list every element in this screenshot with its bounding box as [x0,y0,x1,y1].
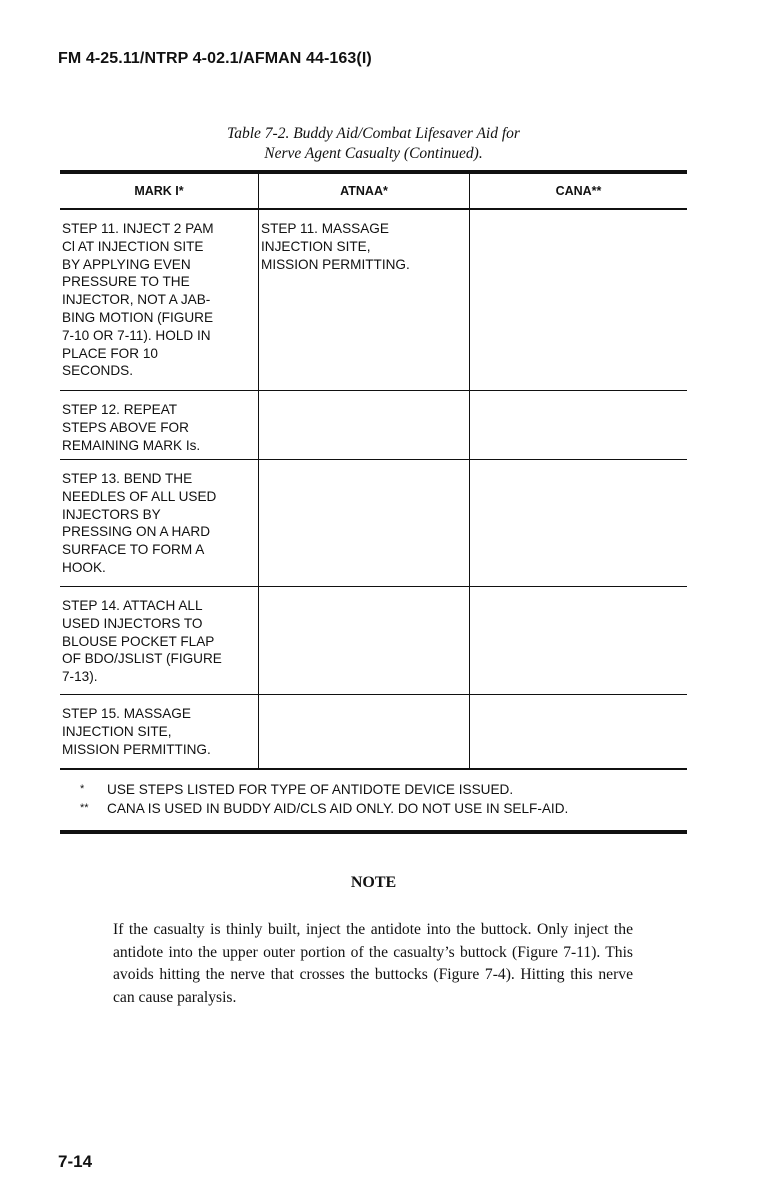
table-header-row [60,174,687,208]
column-header-mark-i: MARK I* [60,174,259,208]
footnote-mark: ** [80,802,89,814]
page-number: 7-14 [58,1152,93,1171]
table-row [60,695,687,768]
table-row [60,460,687,586]
column-header-cana: CANA** [555,184,602,198]
footnote [60,799,687,818]
table-footnotes [60,780,687,818]
table-caption [60,124,687,164]
cell-cana [470,391,687,459]
table-body [60,210,687,768]
footnote-mark: * [80,783,85,795]
document-header: FM 4-25.11/NTRP 4-02.1/AFMAN 44-163(I) [58,50,372,67]
footnote-text: CANA IS USED IN BUDDY AID/CLS AID ONLY. DO NOT USE IN SELF-AID. [107,801,569,816]
cell-cana [470,587,687,694]
cell-cana [470,695,687,768]
antidote-steps-table [60,170,687,834]
table-row [60,587,687,694]
cell-mark-i: STEP 13. BEND THE NEEDLES OF ALL USED INJECTORS BY PRESSING ON A HARD SURFACE TO FORM A HOOK. [60,460,259,586]
cell-mark-i: STEP 14. ATTACH ALL USED INJECTORS TO BLOUSE POCKET FLAP OF BDO/JSLIST (FIGURE 7-13). [60,587,259,694]
cell-mark-i: STEP 11. INJECT 2 PAM Cl AT INJECTION SITE BY APPLYING EVEN PRESSURE TO THE INJECTOR, NOT A JAB- BING MOTION (FIGURE 7-10 OR 7-11). HOLD IN PLACE FOR 10 SECONDS. [60,210,259,390]
cell-atnaa [259,695,470,768]
table-caption-line-1: Table 7-2. Buddy Aid/Combat Lifesaver Aid for [227,125,520,142]
cell-atnaa: STEP 11. MASSAGE INJECTION SITE, MISSION PERMITTING. [259,210,470,390]
footnote [60,780,687,799]
cell-mark-i: STEP 12. REPEAT STEPS ABOVE FOR REMAINING MARK Is. [60,391,259,459]
table-caption-line-2: Nerve Agent Casualty (Continued). [264,145,483,162]
table-row [60,210,687,390]
table-body-end-rule [60,768,687,770]
note-body: If the casualty is thinly built, inject the antidote into the buttock. Only inject the antidote into the upper outer portion of the casualty’s buttock (Figure 7-11). This avoids hitting the nerve that crosses the buttocks (Figure 7-4). Hitting this nerve can cause paralysis. [113,921,633,1006]
note-title: NOTE [350,874,397,891]
footnote-text: USE STEPS LISTED FOR TYPE OF ANTIDOTE DEVICE ISSUED. [107,782,514,797]
cell-cana [470,460,687,586]
table-bottom-rule [60,830,687,834]
cell-cana [470,210,687,390]
cell-atnaa [259,460,470,586]
cell-atnaa [259,587,470,694]
cell-mark-i: STEP 15. MASSAGE INJECTION SITE, MISSION PERMITTING. [60,695,259,768]
column-header-atnaa: ATNAA* [259,174,470,208]
table-row [60,391,687,459]
cell-atnaa [259,391,470,459]
